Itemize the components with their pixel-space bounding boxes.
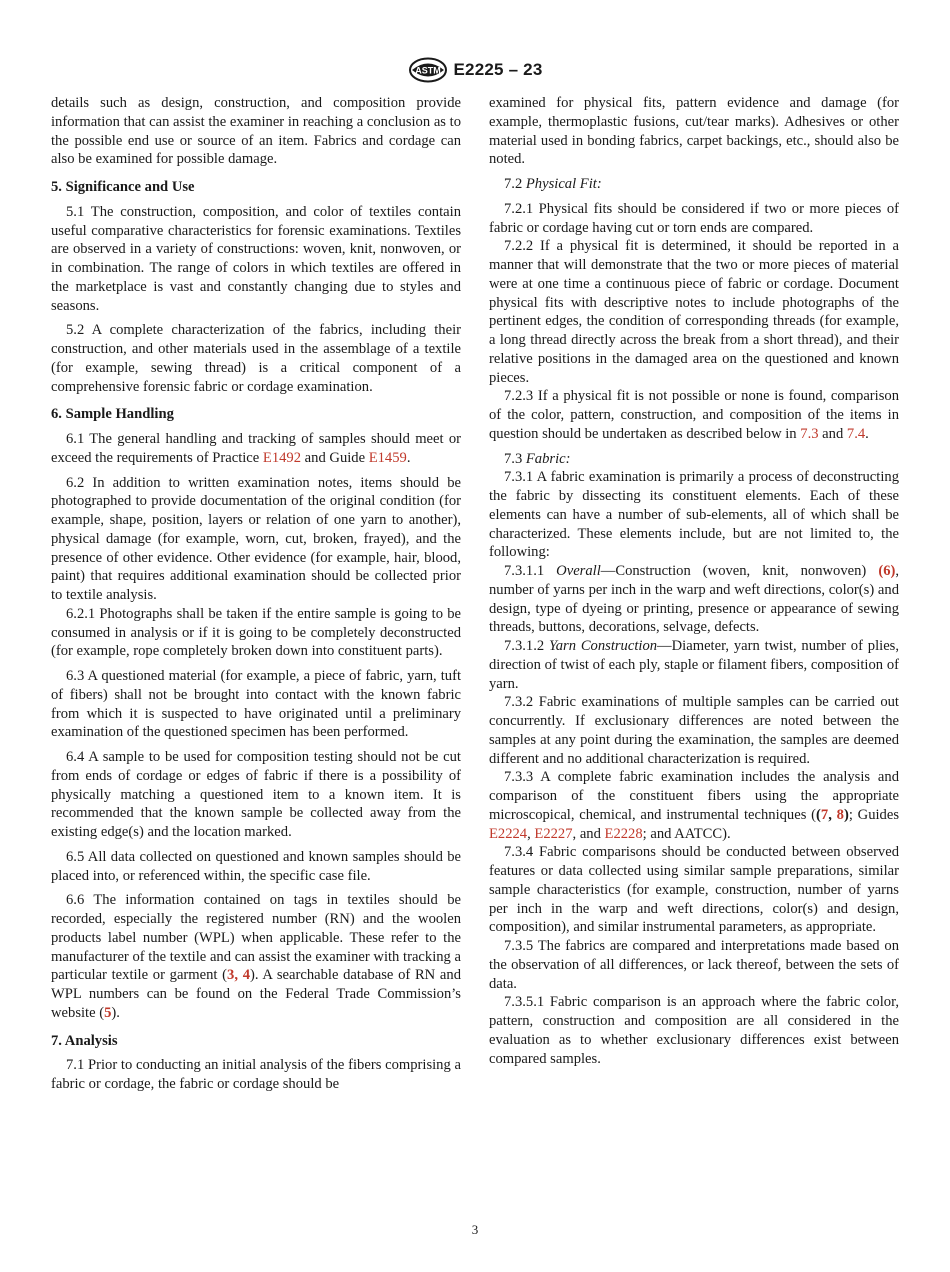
paragraph-7-3-3: 7.3.3 A complete fabric examination includes the analysis and comparison of the constituent fibers using the appropriate microscopical, chemical, and instrumental techniques ((7, 8); Guides E2224, E2227, and E2228; and AATCC). (489, 769, 899, 842)
paragraph-7-3-5-1: 7.3.5.1 Fabric comparison is an approach where the fabric color, pattern, construction and composition are all considered in the evaluation as to whether exclusionary differences exist between compared samples. (489, 994, 899, 1067)
paragraph-7-2-1: 7.2.1 Physical fits should be considered if two or more pieces of fabric or cordage having cut or torn ends are compared. (489, 200, 899, 236)
ref-link-e2227[interactable]: E2227 (534, 825, 573, 842)
paragraph-5-2: 5.2 A complete characterization of the fabrics, including their construction, and other materials used in the assemblage of a textile (for example, sewing thread) is a critical component of a comprehensive forensic fabric or cordage examination. (51, 322, 461, 395)
ref-link-e2224[interactable]: E2224 (489, 825, 528, 842)
paragraph-7-3-2: 7.3.2 Fabric examinations of multiple samples can be carried out concurrently. If exclusionary differences are noted between the samples at any point during the examination, the samples are deemed different and no additional characterization is required. (489, 694, 899, 767)
ref-link-e1492[interactable]: E1492 (262, 449, 302, 466)
paragraph-7-3-1-2: 7.3.1.2 Yarn Construction—Diameter, yarn twist, number of plies, direction of twist of each ply, staple or filament fibers, composition of yarn. (489, 638, 899, 692)
ref-link-5[interactable]: 5 (104, 1004, 112, 1021)
paragraph-6-4: 6.4 A sample to be used for composition testing should not be cut from ends of cordage or edges of fabric if there is a possibility of physically matching a questioned item to a known item. It is recommended that the known sample be collected away from the existing edge(s) and the location marked. (51, 749, 461, 840)
logo-text: ASTM (414, 65, 441, 76)
ref-link-e2228[interactable]: E2228 (604, 825, 643, 842)
ref-link-7[interactable]: 7 (820, 806, 829, 823)
ref-link-3-4[interactable]: 3, 4 (227, 967, 250, 984)
paragraph-7-1: 7.1 Prior to conducting an initial analysis of the fibers comprising a fabric or cordage, the fabric or cordage should be (51, 1057, 461, 1092)
paragraph-7-3-1-1: 7.3.1.1 Overall—Construction (woven, knit, nonwoven) (6), number of yarns per inch in the warp and weft directions, color(s) and design, type of dyeing or printing, presence or appearance of sewing threads, buttons, decorations, selvage, defects. (489, 563, 900, 636)
paragraph-continued-right: examined for physical fits, pattern evidence and damage (for example, thermoplastic fusions, cut/tear marks). Adhesives or other material used in bonding fabrics, carpet backings, etc., should also be noted. (489, 95, 899, 168)
astm-logo-icon (408, 57, 448, 83)
paragraph-7-3-1: 7.3.1 A fabric examination is primarily a process of deconstructing the fabric by dissecting its constituent elements. Each of these elements can have a number of sub-elements, all of which shall be characterized. These elements include, but are not limited to, the following: (489, 469, 899, 561)
paragraph-7-3: 7.3 Fabric: (504, 450, 571, 467)
ref-link-8[interactable]: 8 (836, 806, 844, 823)
paragraph-6-1: 6.1 The general handling and tracking of samples should meet or exceed the requirements of Practice E1492 and Guide E1459. (51, 431, 461, 466)
section-7-heading: 7. Analysis (51, 1032, 118, 1049)
paragraph-7-3-4: 7.3.4 Fabric comparisons should be conducted between observed features or data collected using similar sample preparations, similar sample characteristics (for example, construction, number of yarns per inch in the warp and weft directions, color(s) and design, composition), and similar instrumental parameters, as appropriate. (489, 844, 899, 936)
paragraph-6-2: 6.2 In addition to written examination notes, items should be photographed to provide documentation of the original condition (for example, shape, position, layers or relation of one yarn to another), physical damage (for example, worn, cut, broken, frayed), and the presence of other evidence. Other evidence (for example, hair, blood, paint) that requires additional examination should be collected prior to textile analysis. (51, 474, 461, 603)
page-number: 3 (471, 1222, 479, 1237)
paragraph-5-1: 5.1 The construction, composition, and color of textiles contain useful comparative characteristics for forensic examinations. Textiles are observed in a variety of constructions: woven, knit, nonwoven, or in combination. The range of colors in which textiles are offered in the marketplace is vast and constantly changing due to styles and seasons. (51, 203, 461, 314)
paragraph-7-2: 7.2 Physical Fit: (504, 176, 602, 192)
paragraph-continued: details such as design, construction, and composition provide information that can assist the examiner in reaching a conclusion as to the possible end use or source of an item. Fabrics and cordage can also be examined for possible damage. (51, 95, 461, 168)
right-column (489, 94, 899, 1074)
paragraph-7-2-3: 7.2.3 If a physical fit is not possible or none is found, comparison of the color, pattern, construction, and composition of the items in question should be undertaken as described below in 7.3 and 7.4. (489, 388, 899, 442)
section-5-heading: 5. Significance and Use (51, 179, 195, 195)
left-column (51, 94, 461, 1100)
paragraph-7-2-2: 7.2.2 If a physical fit is determined, it should be reported in a manner that will demonstrate that the two or more pieces of material were at one time a continuous piece of fabric or cordage. Document physical fits with descriptive notes to include photographs of the pertinent edges, the condition of corresponding threads (for example, a long thread directly across the break from a short thread), and their relative positions in the damaged area on the questioned and known pieces. (489, 238, 899, 386)
section-6-heading: 6. Sample Handling (51, 406, 174, 423)
ref-link-7-3[interactable]: 7.3 (800, 425, 819, 442)
ref-link-6[interactable]: (6) (878, 563, 896, 579)
paragraph-6-5: 6.5 All data collected on questioned and known samples should be placed into, or referenced within, the specific case file. (51, 848, 461, 884)
page-header (0, 56, 950, 84)
ref-link-7-4[interactable]: 7.4 (846, 425, 866, 442)
paragraph-6-6: 6.6 The information contained on tags in textiles should be recorded, especially the registered number (RN) and the woolen products label number (WPL) when applicable. These refer to the manufacturer of the textile and can assist the examiner with tracking a particular textile or garment (3, 4). A searchable database of RN and WPL numbers can be found on the Federal Trade Commission’s website (5). (51, 892, 461, 1021)
ref-link-e1459[interactable]: E1459 (368, 449, 407, 466)
paragraph-7-3-5: 7.3.5 The fabrics are compared and interpretations made based on the observation of all differences, or lack thereof, between the sets of data. (489, 938, 899, 992)
paragraph-6-3: 6.3 A questioned material (for example, a piece of fabric, yarn, tuft of fibers) shall not be brought into contact with the known fabric from which it is suspected to have originated until a preliminary examination of the questioned specimen has been performed. (51, 668, 461, 741)
paragraph-6-2-1: 6.2.1 Photographs shall be taken if the entire sample is going to be consumed in analysis or if it is going to be completely deconstructed (for example, rope completely broken down into constituent parts). (51, 605, 461, 660)
document-id: E2225 – 23 (453, 60, 543, 79)
